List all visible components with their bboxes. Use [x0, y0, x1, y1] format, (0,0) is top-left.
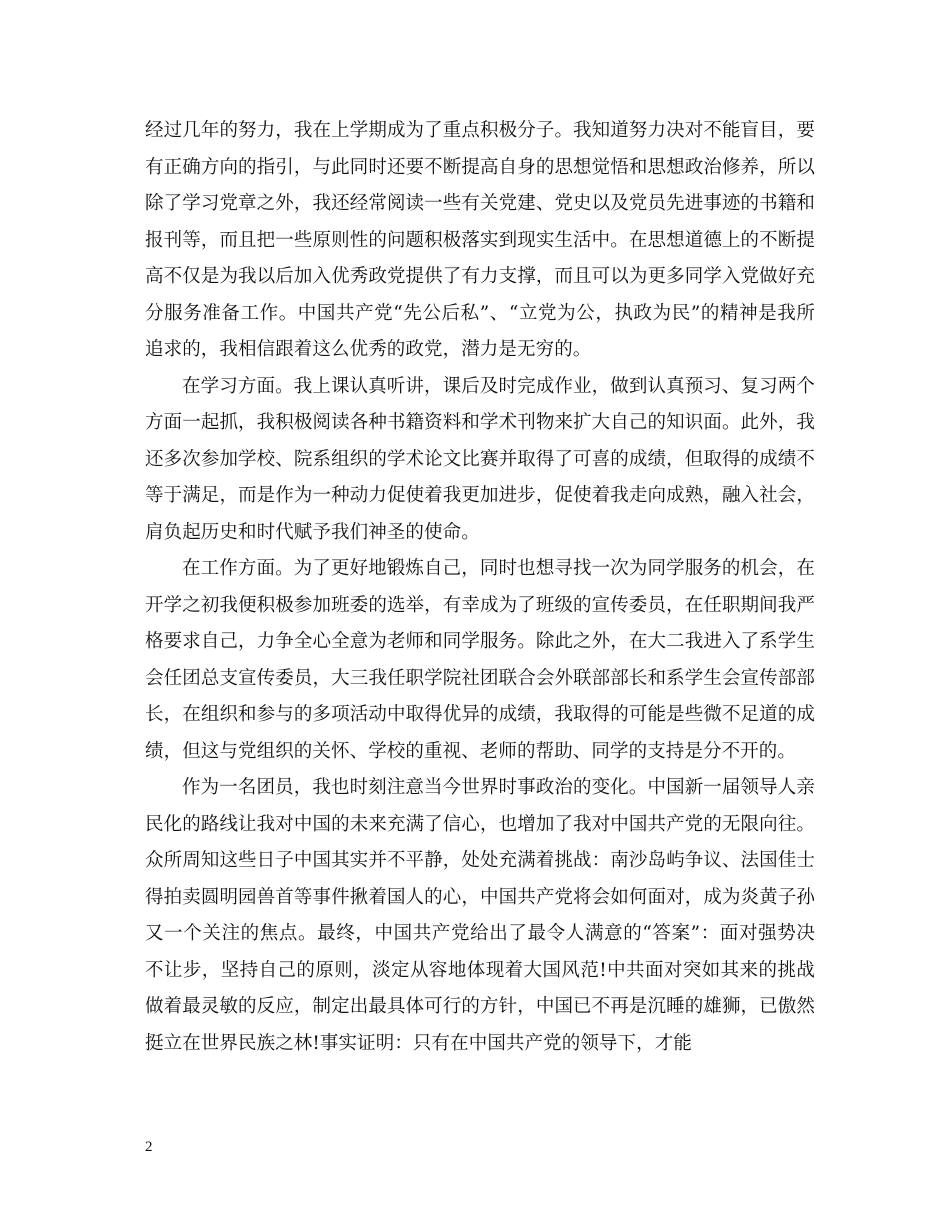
paragraph-4: 作为一名团员，我也时刻注意当今世界时事政治的变化。中国新一届领导人亲民化的路线让我对中国的未来充满了信心，也增加了我对中国共产党的无限向往。众所周知这些日子中国其实并不平静，处处充满着挑战：南沙岛屿争议、法国佳士得拍卖圆明园兽首等事件揪着国人的心，中国共产党将会如何面对，成为炎黄子孙又一个关注的焦点。最终，中国共产党给出了最令人满意的“答案”：面对强势决不让步，坚持自己的原则，淡定从容地体现着大国风范!中共面对突如其来的挑战做着最灵敏的反应，制定出最具体可行的方针，中国已不再是沉睡的雄狮，已傲然挺立在世界民族之林!事实证明：只有在中国共产党的领导下，才能 [145, 777, 815, 1054]
paragraph-1: 经过几年的努力，我在上学期成为了重点积极分子。我知道努力决对不能盲目，要有正确方向的指引，与此同时还要不断提高自身的思想觉悟和思想政治修养，所以除了学习党章之外，我还经常阅读一些有关党建、党史以及党员先进事迹的书籍和报刊等，而且把一些原则性的问题积极落实到现实生活中。在思想道德上的不断提高不仅是为我以后加入优秀政党提供了有力支撑，而且可以为更多同学入党做好充分服务准备工作。中国共产党“先公后私”、“立党为公，执政为民”的精神是我所追求的，我相信跟着这么优秀的政党，潜力是无穷的。 [145, 120, 815, 360]
page-number: 2 [145, 1139, 153, 1155]
paragraph-2: 在学习方面。我上课认真听讲，课后及时完成作业，做到认真预习、复习两个方面一起抓，我积极阅读各种书籍资料和学术刊物来扩大自己的知识面。此外，我还多次参加学校、院系组织的学术论文比赛并取得了可喜的成绩，但取得的成绩不等于满足，而是作为一种动力促使着我更加进步，促使着我走向成熟，融入社会，肩负起历史和时代赋予我们神圣的使命。 [145, 375, 815, 543]
document-body [145, 113, 815, 1062]
paragraph-3: 在工作方面。为了更好地锻炼自己，同时也想寻找一次为同学服务的机会，在开学之初我便积极参加班委的选举，有幸成为了班级的宣传委员，在任职期间我严格要求自己，力争全心全意为老师和同学服务。除此之外，在大二我进入了系学生会任团总支宣传委员，大三我任职学院社团联合会外联部部长和系学生会宣传部部长，在组织和参与的多项活动中取得优异的成绩，我取得的可能是些微不足道的成绩，但这与党组织的关怀、学校的重视、老师的帮助、同学的支持是分不开的。 [145, 558, 815, 762]
